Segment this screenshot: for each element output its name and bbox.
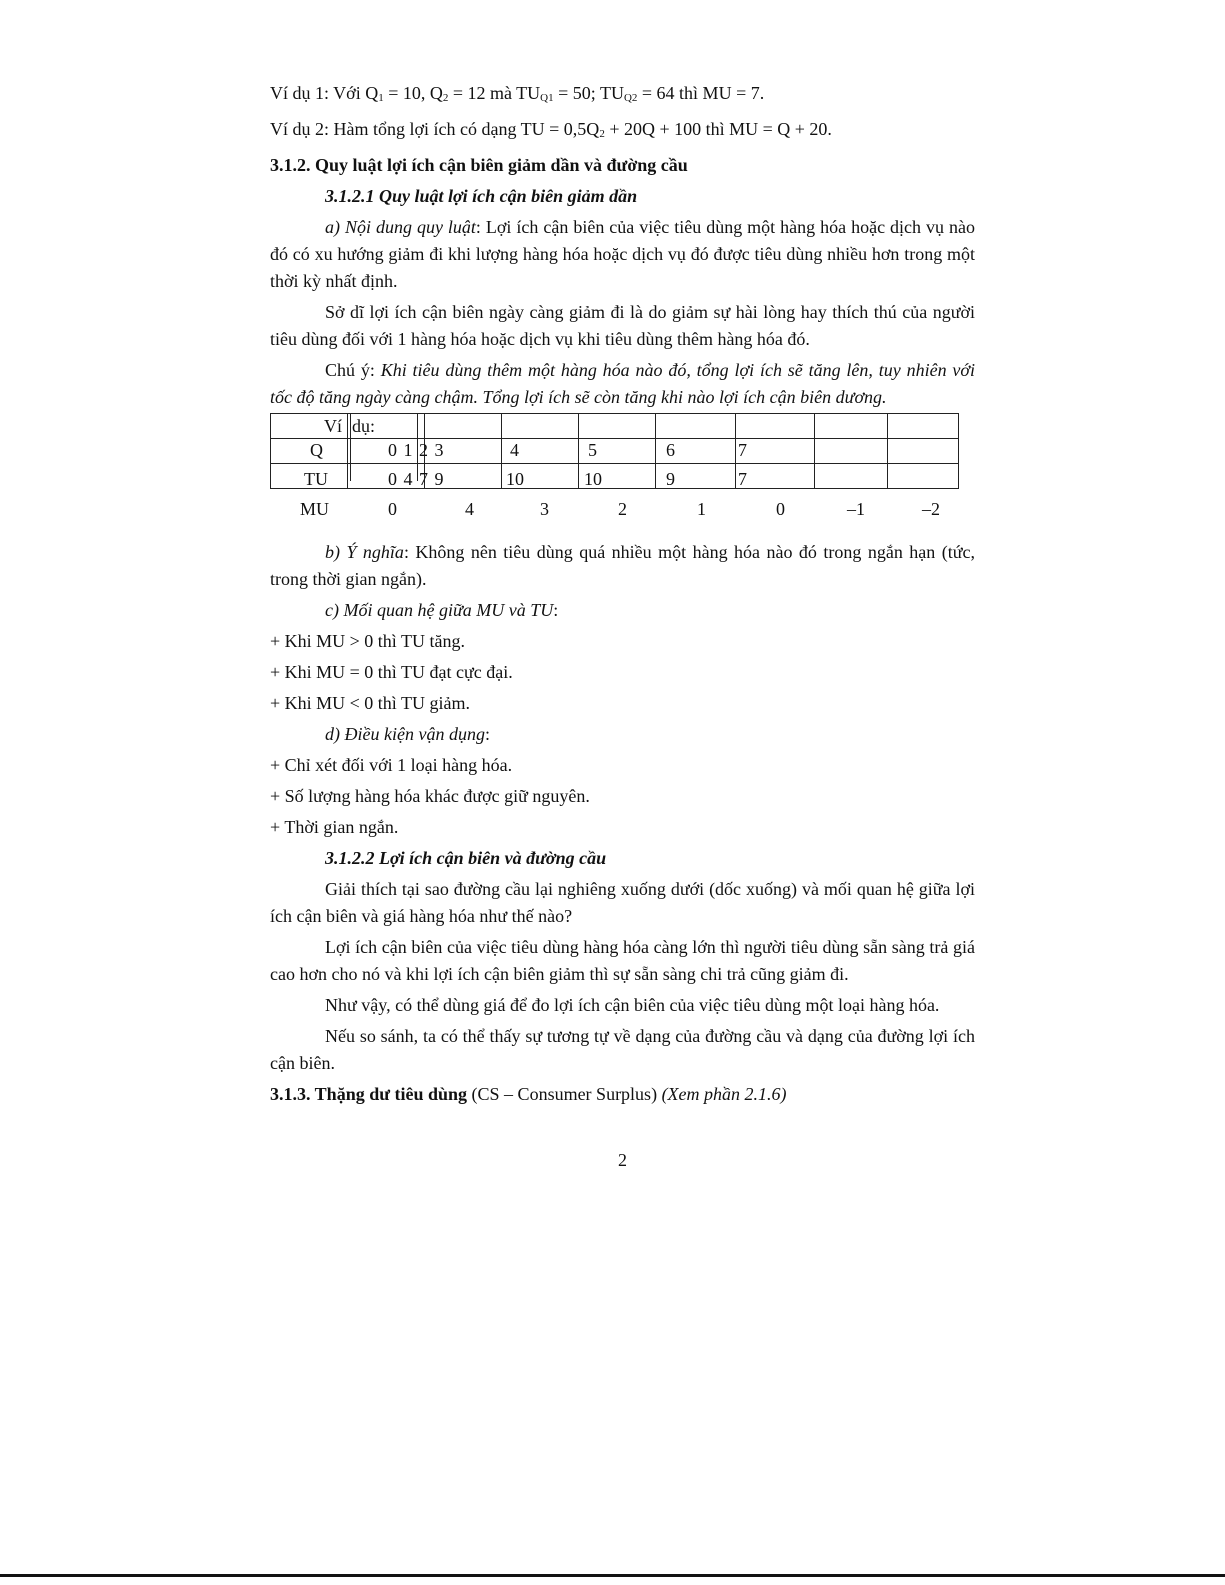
mu-value: 2 <box>618 499 627 519</box>
relation-item: + Khi MU > 0 thì TU tăng. <box>270 631 465 651</box>
q-value: 7 <box>738 440 747 460</box>
relation-item: + Khi MU < 0 thì TU giảm. <box>270 693 470 713</box>
q-value: 6 <box>666 440 675 460</box>
mu-value: 0 <box>776 499 785 519</box>
example-1: Ví dụ 1: Với Q1 = 10, Q2 = 12 mà TUQ1 = 50; TUQ2 = 64 thì MU = 7. <box>270 83 765 104</box>
tu-value: 7 <box>738 469 747 489</box>
q-value: 4 <box>510 440 519 460</box>
demand-paragraph-2: Lợi ích cận biên của việc tiêu dùng hàng hóa càng lớn thì người tiêu dùng sẵn sàng trả giá cao hơn cho nó và khi lợi ích cận biên giảm thì sự sẵn sàng chi trả cũng giảm đi. <box>270 937 975 984</box>
q-label: Q <box>310 440 323 460</box>
mu-value: –1 <box>847 499 865 519</box>
law-content-paragraph: a) Nội dung quy luật: Lợi ích cận biên của việc tiêu dùng một hàng hóa hoặc dịch vụ nào đó có xu hướng giảm đi khi lượng hàng hóa hoặc dịch vụ đó được tiêu dùng nhiều hơn trong một thời kỳ nhất định. <box>270 217 975 291</box>
meaning-paragraph: b) Ý nghĩa: Không nên tiêu dùng quá nhiều một hàng hóa nào đó trong ngắn hạn (tức, trong thời gian ngắn). <box>270 542 975 589</box>
tu-value: 10 <box>506 469 524 489</box>
mu-value: –2 <box>922 499 940 519</box>
bottom-border <box>0 1574 1225 1577</box>
table-caption-vi: Ví <box>324 416 342 436</box>
mu-value: 3 <box>540 499 549 519</box>
page-number: 2 <box>618 1150 627 1170</box>
condition-heading: d) Điều kiện vận dụng: <box>325 724 490 744</box>
tu-value: 10 <box>584 469 602 489</box>
relation-heading: c) Mối quan hệ giữa MU và TU: <box>325 600 559 620</box>
demand-paragraph-1: Giải thích tại sao đường cầu lại nghiêng xuống dưới (dốc xuống) và mối quan hệ giữa lợi ích cận biên và giá hàng hóa như thế nào? <box>270 879 975 926</box>
condition-item: + Chỉ xét đối với 1 loại hàng hóa. <box>270 755 513 775</box>
q-value: 5 <box>588 440 597 460</box>
condition-item: + Thời gian ngắn. <box>270 817 399 837</box>
mu-value: 1 <box>697 499 706 519</box>
heading-3-1-2-2: 3.1.2.2 Lợi ích cận biên và đường cầu <box>325 848 607 868</box>
example-table <box>270 413 975 533</box>
example-2: Ví dụ 2: Hàm tổng lợi ích có dạng TU = 0,5Q2 + 20Q + 100 thì MU = Q + 20. <box>270 119 832 140</box>
mu-label: MU <box>300 499 330 519</box>
demand-paragraph-3: Như vậy, có thể dùng giá để đo lợi ích cận biên của việc tiêu dùng một loại hàng hóa. <box>325 995 940 1015</box>
tu-label: TU <box>304 469 328 489</box>
tu-first-values: 0 4 7 9 <box>388 469 445 489</box>
table-caption-du: dụ: <box>352 416 376 436</box>
reason-paragraph: Sở dĩ lợi ích cận biên ngày càng giảm đi là do giảm sự hài lòng hay thích thú của người tiêu dùng đối với 1 hàng hóa hoặc dịch vụ khi tiêu dùng thêm hàng hóa đó. <box>270 302 975 349</box>
heading-3-1-2: 3.1.2. Quy luật lợi ích cận biên giảm dần và đường cầu <box>270 155 688 175</box>
table-divider <box>350 413 351 481</box>
heading-3-1-2-1: 3.1.2.1 Quy luật lợi ích cận biên giảm dần <box>325 186 638 206</box>
mu-row <box>270 499 975 523</box>
q-first-values: 0 1 2 3 <box>388 440 445 460</box>
condition-item: + Số lượng hàng hóa khác được giữ nguyên. <box>270 786 590 806</box>
mu-value: 0 <box>388 499 397 519</box>
mu-value: 4 <box>465 499 474 519</box>
demand-paragraph-4: Nếu so sánh, ta có thể thấy sự tương tự về dạng của đường cầu và dạng của đường lợi ích cận biên. <box>270 1026 975 1073</box>
note-paragraph: Chú ý: Khi tiêu dùng thêm một hàng hóa nào đó, tổng lợi ích sẽ tăng lên, tuy nhiên với tốc độ tăng ngày càng chậm. Tổng lợi ích sẽ còn tăng khi nào lợi ích cận biên dương. <box>270 360 975 407</box>
relation-item: + Khi MU = 0 thì TU đạt cực đại. <box>270 662 513 682</box>
heading-3-1-3: 3.1.3. Thặng dư tiêu dùng (CS – Consumer Surplus) (Xem phần 2.1.6) <box>270 1084 787 1104</box>
document-page <box>270 80 975 1112</box>
tu-value: 9 <box>666 469 675 489</box>
